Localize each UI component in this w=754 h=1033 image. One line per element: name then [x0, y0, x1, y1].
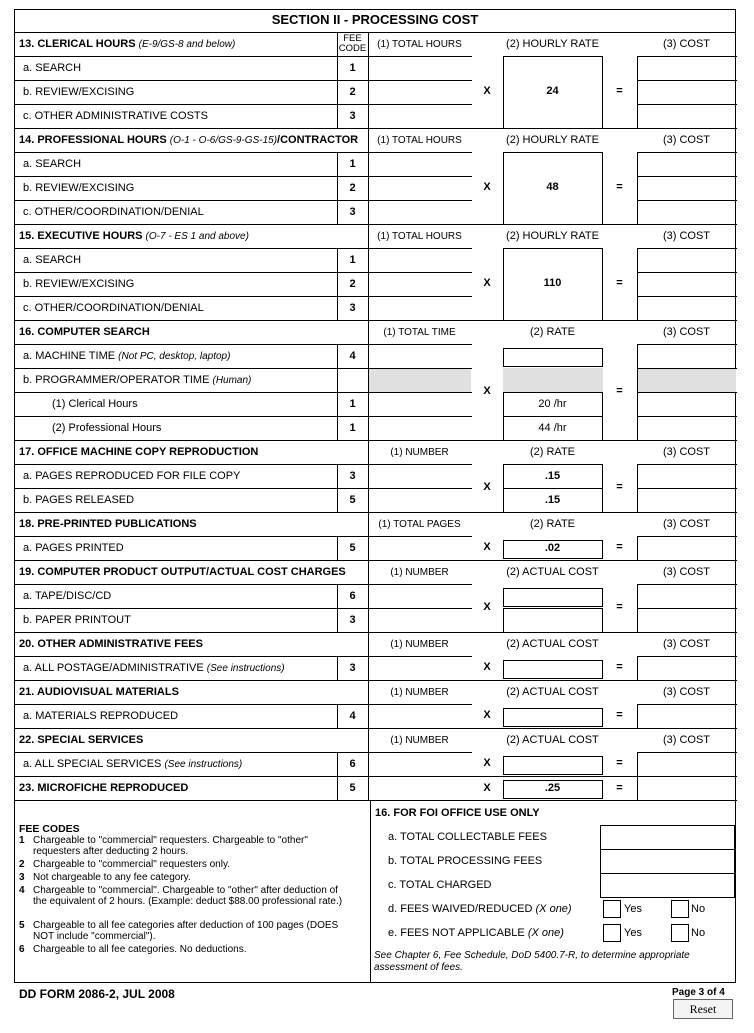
- s13-title-bold: 13. CLERICAL HOURS: [19, 38, 136, 50]
- s13-row-2-total-field[interactable]: [369, 81, 470, 103]
- s13-title-ital: (E-9/GS-8 and below): [138, 39, 236, 50]
- s14-row-3-cost-field[interactable]: [638, 201, 736, 224]
- fees-not-applicable-no-checkbox[interactable]: [671, 924, 689, 942]
- fee-code-item: [19, 859, 364, 870]
- s16-rate-field-2[interactable]: [503, 368, 603, 393]
- s16-row-3-code: 1: [349, 398, 356, 410]
- s15-col3-header: (3) COST: [662, 230, 711, 242]
- fee-code-text: Chargeable to "commercial" requesters. Chargeable to "other" requesters after deducting 2 hours.: [33, 835, 308, 857]
- s19-row-2-cost-field[interactable]: [638, 609, 736, 632]
- rule: [14, 176, 369, 177]
- s17-col2-header: (2) RATE: [529, 446, 576, 458]
- rule: [14, 392, 369, 393]
- foi-total-charged-label: c. TOTAL CHARGED: [388, 879, 492, 891]
- s21-times-sign: X: [483, 709, 491, 721]
- s13-col3-header: (3) COST: [662, 38, 711, 50]
- s13-equals-sign: =: [616, 85, 623, 97]
- s14-title-tail: /CONTRACTOR: [277, 134, 359, 146]
- rule: [14, 608, 369, 609]
- s15-title-bold: 15. EXECUTIVE HOURS: [19, 230, 143, 242]
- s22-row-1-code: 6: [349, 758, 356, 770]
- s14-equals-sign: =: [616, 181, 623, 193]
- s19-row-1-code: 6: [349, 590, 356, 602]
- rule: [368, 368, 472, 369]
- s16-title: 16. COMPUTER SEARCH: [19, 326, 150, 338]
- s17-row-1-cost-field[interactable]: [638, 465, 736, 488]
- s22-col3-header: (3) COST: [662, 734, 711, 746]
- label: a. TAPE/DISC/CD: [23, 590, 112, 602]
- s20-title: [19, 638, 203, 650]
- s15-title-ital: (O-7 - ES 1 and above): [145, 231, 249, 242]
- s14-title: [19, 134, 358, 146]
- s17-rate-value-2: .15: [544, 494, 561, 506]
- rule: [14, 728, 737, 729]
- total-collectable-fees-field[interactable]: [600, 825, 735, 850]
- s22-title: [19, 734, 143, 746]
- s14-row-2-total-field[interactable]: [369, 177, 470, 199]
- s13-row-2-code: 2: [349, 86, 356, 98]
- rule: [368, 392, 472, 393]
- s14-row-3-label: [23, 206, 204, 218]
- s15-row-2-code: 2: [349, 278, 356, 290]
- s16-row-3-cost-field[interactable]: [638, 393, 736, 416]
- s18-rate-value-1: .02: [544, 542, 561, 554]
- s20-row-1-label: [23, 662, 285, 674]
- s17-row-1-label: [23, 470, 240, 482]
- rule: [368, 704, 472, 705]
- fee-code-header: FEE CODE: [338, 33, 367, 54]
- s23-times-sign: X: [483, 782, 491, 794]
- s15-title: [19, 230, 249, 242]
- s20-col1-header: (1) NUMBER: [390, 639, 449, 650]
- rule: [368, 584, 472, 585]
- rule: [368, 536, 472, 537]
- fee-code-text: Chargeable to all fee categories after deduction of 100 pages (DOES NOT include "commercial").: [33, 920, 339, 942]
- s13-row-3-total-field[interactable]: [369, 105, 470, 127]
- label: a. PAGES REPRODUCED FOR FILE COPY: [23, 470, 241, 482]
- s13-title: [19, 38, 235, 50]
- s14-row-1-label: [23, 158, 81, 170]
- rule: [368, 752, 472, 753]
- s16-row-4-cost-field[interactable]: [638, 417, 736, 440]
- rule: [14, 200, 369, 201]
- label: c. OTHER/COORDINATION/DENIAL: [23, 206, 204, 218]
- fees-waived-yes-checkbox[interactable]: [603, 900, 621, 918]
- rule: [14, 656, 369, 657]
- s23-equals-sign: =: [616, 782, 623, 794]
- s13-rate-value: 24: [546, 85, 559, 97]
- s13-row-2-cost-field[interactable]: [638, 81, 736, 104]
- label: a. SEARCH: [23, 62, 82, 74]
- s15-row-1-total-field[interactable]: [369, 249, 470, 271]
- fee-code-text: Not chargeable to any fee category.: [33, 872, 191, 883]
- rule: [368, 248, 472, 249]
- s15-row-2-label: [23, 278, 134, 290]
- rule: [368, 416, 472, 417]
- rule: [14, 344, 369, 345]
- fee-code-item: [19, 920, 364, 942]
- fee-code-item: [19, 885, 364, 907]
- s18-row-1-code: 5: [349, 542, 356, 554]
- s18-row-1-label: [23, 542, 124, 554]
- s21-row-1-cost-field[interactable]: [638, 705, 736, 728]
- s16-row-2-shade: [369, 369, 471, 392]
- foi-title: 16. FOR FOI OFFICE USE ONLY: [375, 807, 540, 819]
- s19-rate-field-1[interactable]: [503, 588, 603, 607]
- s14-title-ital: (O-1 - O-6/GS-9-GS-15): [169, 135, 278, 146]
- s16-row-2-label: [23, 374, 251, 386]
- rule: [14, 104, 369, 105]
- s16-row-3-label: [52, 398, 138, 410]
- fee-codes-title: FEE CODES: [19, 823, 80, 835]
- s16-row-1-cost-field[interactable]: [638, 345, 736, 368]
- fee-code-number: 1: [19, 835, 25, 846]
- s17-row-1-code: 3: [349, 470, 356, 482]
- s14-times-sign: X: [483, 181, 491, 193]
- s14-title-bold: 14. PROFESSIONAL HOURS: [19, 134, 167, 146]
- s23-total-field[interactable]: [369, 777, 470, 799]
- s16-row-2-cost-field: [638, 369, 736, 392]
- s21-row-1-code: 4: [349, 710, 356, 722]
- rule: [14, 152, 369, 153]
- s15-row-1-code: 1: [349, 254, 356, 266]
- s16-row-4-label: [52, 422, 161, 434]
- fee-code-text: Chargeable to "commercial" requesters only.: [33, 859, 231, 870]
- fees-not-applicable-no-label: No: [691, 927, 706, 939]
- rule: [368, 104, 472, 105]
- label: b. REVIEW/EXCISING: [23, 278, 135, 290]
- fees-waived-label: d. FEES WAIVED/REDUCED (X one): [388, 903, 572, 915]
- label: a. PAGES PRINTED: [23, 542, 124, 554]
- s17-row-1-total-field[interactable]: [369, 465, 470, 487]
- s16-row-1-total-field[interactable]: [369, 345, 470, 367]
- s13-row-3-cost-field[interactable]: [638, 105, 736, 128]
- s19-row-1-label: [23, 590, 111, 602]
- fees-waived-yes-label: Yes: [624, 903, 642, 915]
- label: a. ALL SPECIAL SERVICES: [23, 758, 162, 770]
- s14-col1-header: (1) TOTAL HOURS: [377, 135, 462, 146]
- s14-rate-value: 48: [546, 181, 559, 193]
- s17-title: [19, 446, 258, 458]
- s16-row-4-code: 1: [349, 422, 356, 434]
- s21-row-1-total-field[interactable]: [369, 705, 470, 727]
- s17-rate-value-1: .15: [544, 470, 561, 482]
- s14-row-2-cost-field[interactable]: [638, 177, 736, 200]
- fees-waived-no-label: No: [691, 903, 706, 915]
- s21-title: 21. AUDIOVISUAL MATERIALS: [19, 686, 179, 698]
- s17-title: 17. OFFICE MACHINE COPY REPRODUCTION: [19, 446, 259, 458]
- rule: [368, 464, 472, 465]
- s18-row-1-cost-field[interactable]: [638, 537, 736, 560]
- s16-title: [19, 326, 150, 338]
- rule: [368, 488, 472, 489]
- rule: [368, 200, 472, 201]
- s16-row-3-total-field[interactable]: [369, 393, 470, 415]
- s19-title: [19, 566, 346, 578]
- rule: [368, 80, 472, 81]
- s19-row-1-total-field[interactable]: [369, 585, 470, 607]
- form-number: DD FORM 2086-2, JUL 2008: [19, 987, 175, 1001]
- label: a. ALL POSTAGE/ADMINISTRATIVE: [23, 662, 204, 674]
- s18-col3-header: (3) COST: [662, 518, 711, 530]
- s20-col3-header: (3) COST: [662, 638, 711, 650]
- fees-not-applicable-yes-label: Yes: [624, 927, 642, 939]
- s18-row-1-total-field[interactable]: [369, 537, 470, 559]
- s18-title: 18. PRE-PRINTED PUBLICATIONS: [19, 518, 197, 530]
- s16-rate-field-1[interactable]: [503, 348, 603, 367]
- s15-row-2-cost-field[interactable]: [638, 273, 736, 296]
- s22-row-1-label: [23, 758, 242, 770]
- rule: [14, 416, 369, 417]
- s14-row-2-label: [23, 182, 134, 194]
- s15-row-3-cost-field[interactable]: [638, 297, 736, 320]
- s20-title: 20. OTHER ADMINISTRATIVE FEES: [19, 638, 203, 650]
- label: c. OTHER/COORDINATION/DENIAL: [23, 302, 204, 314]
- label-ital: (Human): [212, 375, 252, 386]
- s19-times-sign: X: [483, 601, 491, 613]
- s20-equals-sign: =: [616, 661, 623, 673]
- s19-row-1-cost-field[interactable]: [638, 585, 736, 608]
- s20-row-1-code: 3: [349, 662, 356, 674]
- s20-row-1-total-field[interactable]: [369, 657, 470, 679]
- s15-row-1-label: [23, 254, 81, 266]
- s22-col1-header: (1) NUMBER: [390, 735, 449, 746]
- s19-row-2-total-field[interactable]: [369, 609, 470, 631]
- label: a. SEARCH: [23, 254, 82, 266]
- s14-row-1-code: 1: [349, 158, 356, 170]
- label: b. REVIEW/EXCISING: [23, 182, 135, 194]
- s22-rate-field-1[interactable]: [503, 756, 603, 775]
- s21-rate-field-1[interactable]: [503, 708, 603, 727]
- s19-col2-header: (2) ACTUAL COST: [506, 566, 599, 578]
- fee-code-item: [19, 872, 364, 883]
- s13-row-1-total-field[interactable]: [369, 57, 470, 79]
- rule: [368, 272, 472, 273]
- s17-equals-sign: =: [616, 481, 623, 493]
- s17-col3-header: (3) COST: [662, 446, 711, 458]
- s18-title: [19, 518, 197, 530]
- rule: [368, 656, 472, 657]
- s21-col3-header: (3) COST: [662, 686, 711, 698]
- s16-equals-sign: =: [616, 385, 623, 397]
- s13-row-1-cost-field[interactable]: [638, 57, 736, 80]
- s15-row-3-code: 3: [349, 302, 356, 314]
- s15-equals-sign: =: [616, 277, 623, 289]
- rule: [368, 176, 472, 177]
- s16-col1-header: (1) TOTAL TIME: [383, 327, 456, 338]
- s23-title: 23. MICROFICHE REPRODUCED: [19, 782, 189, 794]
- rule: [14, 440, 737, 441]
- s17-row-2-label: [23, 494, 134, 506]
- rule: [14, 752, 369, 753]
- s16-col3-header: (3) COST: [662, 326, 711, 338]
- s17-times-sign: X: [483, 481, 491, 493]
- rule: [14, 464, 369, 465]
- rule: [14, 56, 369, 57]
- s17-row-2-cost-field[interactable]: [638, 489, 736, 512]
- rule: [14, 584, 369, 585]
- label: b. PAGES RELEASED: [23, 494, 135, 506]
- fee-code-text: Chargeable to "commercial". Chargeable to "other" after deduction of the equivalent of 2 hours. (Example: deduct $88.00 professional rate.): [33, 885, 343, 907]
- fee-code-number: 2: [19, 859, 25, 870]
- rule: [14, 632, 737, 633]
- label: b. REVIEW/EXCISING: [23, 86, 135, 98]
- s18-equals-sign: =: [616, 541, 623, 553]
- s18-col1-header: (1) TOTAL PAGES: [378, 519, 461, 530]
- rule: [14, 368, 369, 369]
- rule: [368, 344, 472, 345]
- s15-row-3-total-field[interactable]: [369, 297, 470, 319]
- s16-row-1-label: [23, 350, 230, 362]
- rule: [14, 536, 369, 537]
- rule: [14, 128, 737, 129]
- s15-row-3-label: [23, 302, 204, 314]
- fee-code-number: 3: [19, 872, 25, 883]
- s13-col2-header: (2) HOURLY RATE: [506, 38, 599, 50]
- s14-col2-header: (2) HOURLY RATE: [506, 134, 599, 146]
- s19-rate-field-2[interactable]: [503, 608, 603, 633]
- s20-row-1-cost-field[interactable]: [638, 657, 736, 680]
- rule: [14, 272, 369, 273]
- total-processing-fees-field[interactable]: [600, 849, 735, 874]
- rule: [14, 488, 369, 489]
- s22-times-sign: X: [483, 757, 491, 769]
- section-title: SECTION II - PROCESSING COST: [271, 12, 479, 27]
- s20-col2-header: (2) ACTUAL COST: [506, 638, 599, 650]
- s15-row-2-total-field[interactable]: [369, 273, 470, 295]
- rule: [368, 296, 472, 297]
- s19-equals-sign: =: [616, 601, 623, 613]
- label: a. SEARCH: [23, 158, 82, 170]
- s16-times-sign: X: [483, 385, 491, 397]
- s21-col2-header: (2) ACTUAL COST: [506, 686, 599, 698]
- label-ital: (See instructions): [206, 663, 285, 674]
- s15-col2-header: (2) HOURLY RATE: [506, 230, 599, 242]
- s22-col2-header: (2) ACTUAL COST: [506, 734, 599, 746]
- s23-code: 5: [349, 782, 356, 794]
- s19-row-2-label: [23, 614, 131, 626]
- rule: [368, 608, 472, 609]
- rule: [14, 680, 737, 681]
- rule: [368, 56, 472, 57]
- fee-code-item: [19, 944, 364, 955]
- label: (2) Professional Hours: [52, 422, 162, 434]
- s18-col2-header: (2) RATE: [529, 518, 576, 530]
- s18-times-sign: X: [483, 541, 491, 553]
- total-charged-field[interactable]: [600, 873, 735, 898]
- s13-row-3-code: 3: [349, 110, 356, 122]
- s13-row-2-label: [23, 86, 134, 98]
- s16-col2-header: (2) RATE: [529, 326, 576, 338]
- s15-times-sign: X: [483, 277, 491, 289]
- s21-col1-header: (1) NUMBER: [390, 687, 449, 698]
- s22-row-1-total-field[interactable]: [369, 753, 470, 775]
- s23-rate-value: .25: [544, 782, 561, 794]
- s14-row-2-code: 2: [349, 182, 356, 194]
- rule: [14, 320, 737, 321]
- rule: [14, 704, 369, 705]
- s15-row-1-cost-field[interactable]: [638, 249, 736, 272]
- s22-equals-sign: =: [616, 757, 623, 769]
- s13-row-3-label: [23, 110, 208, 122]
- label: b. PAPER PRINTOUT: [23, 614, 131, 626]
- fee-code-item: [19, 835, 364, 857]
- s13-row-1-label: [23, 62, 81, 74]
- s19-row-2-code: 3: [349, 614, 356, 626]
- rule: [14, 296, 369, 297]
- fees-not-applicable-yes-checkbox[interactable]: [603, 924, 621, 942]
- rule: [14, 800, 737, 801]
- rule: [14, 248, 369, 249]
- s19-title: 19. COMPUTER PRODUCT OUTPUT/ACTUAL COST CHARGES: [19, 566, 346, 578]
- label: a. MACHINE TIME: [23, 350, 116, 362]
- s16-row-1-code: 4: [349, 350, 356, 362]
- rule: [14, 560, 737, 561]
- s15-rate-value: 110: [543, 277, 562, 289]
- label: (1) Clerical Hours: [52, 398, 138, 410]
- page-number: Page 3 of 4: [672, 987, 725, 998]
- s13-row-1-code: 1: [349, 62, 356, 74]
- s16-rate-value-3: 20 /hr: [538, 398, 567, 410]
- s22-row-1-cost-field[interactable]: [638, 753, 736, 776]
- s21-equals-sign: =: [616, 709, 623, 721]
- reset-button[interactable]: Reset: [673, 999, 733, 1019]
- s19-col3-header: (3) COST: [662, 566, 711, 578]
- s17-row-2-total-field[interactable]: [369, 489, 470, 511]
- s15-col1-header: (1) TOTAL HOURS: [377, 231, 462, 242]
- label: a. MATERIALS REPRODUCED: [23, 710, 179, 722]
- s14-row-3-total-field[interactable]: [369, 201, 470, 223]
- foi-total-collectable-label: a. TOTAL COLLECTABLE FEES: [388, 831, 547, 843]
- s20-times-sign: X: [483, 661, 491, 673]
- s17-col1-header: (1) NUMBER: [390, 447, 449, 458]
- rule: [14, 224, 737, 225]
- fee-code-text: Chargeable to all fee categories. No deductions.: [33, 944, 247, 955]
- label-ital: (Not PC, desktop, laptop): [118, 351, 231, 362]
- s23-cost-field[interactable]: [638, 777, 736, 800]
- fee-code-number: 5: [19, 920, 25, 931]
- s20-rate-field-1[interactable]: [503, 660, 603, 679]
- s22-title: 22. SPECIAL SERVICES: [19, 734, 144, 746]
- s14-row-3-code: 3: [349, 206, 356, 218]
- fees-not-applicable-label: e. FEES NOT APPLICABLE (X one): [388, 927, 564, 939]
- fees-waived-no-checkbox[interactable]: [671, 900, 689, 918]
- label: c. OTHER ADMINISTRATIVE COSTS: [23, 110, 208, 122]
- fee-code-number: 6: [19, 944, 25, 955]
- s21-row-1-label: [23, 710, 178, 722]
- label: b. PROGRAMMER/OPERATOR TIME: [23, 374, 210, 386]
- s16-rate-value-4: 44 /hr: [538, 422, 567, 434]
- s21-title: [19, 686, 179, 698]
- s13-col1-header: (1) TOTAL HOURS: [377, 39, 462, 50]
- s19-col1-header: (1) NUMBER: [390, 567, 449, 578]
- s14-row-1-cost-field[interactable]: [638, 153, 736, 176]
- rule: [14, 80, 369, 81]
- foi-total-processing-label: b. TOTAL PROCESSING FEES: [388, 855, 543, 867]
- label-ital: (See instructions): [164, 759, 243, 770]
- fee-code-number: 4: [19, 885, 25, 896]
- rule: [368, 152, 472, 153]
- s14-row-1-total-field[interactable]: [369, 153, 470, 175]
- s16-row-4-total-field[interactable]: [369, 417, 470, 439]
- s13-times-sign: X: [483, 85, 491, 97]
- s17-row-2-code: 5: [349, 494, 356, 506]
- s14-col3-header: (3) COST: [662, 134, 711, 146]
- fee-schedule-note: See Chapter 6, Fee Schedule, DoD 5400.7-R, to determine appropriate assessment of fees.: [374, 950, 690, 973]
- rule: [14, 512, 737, 513]
